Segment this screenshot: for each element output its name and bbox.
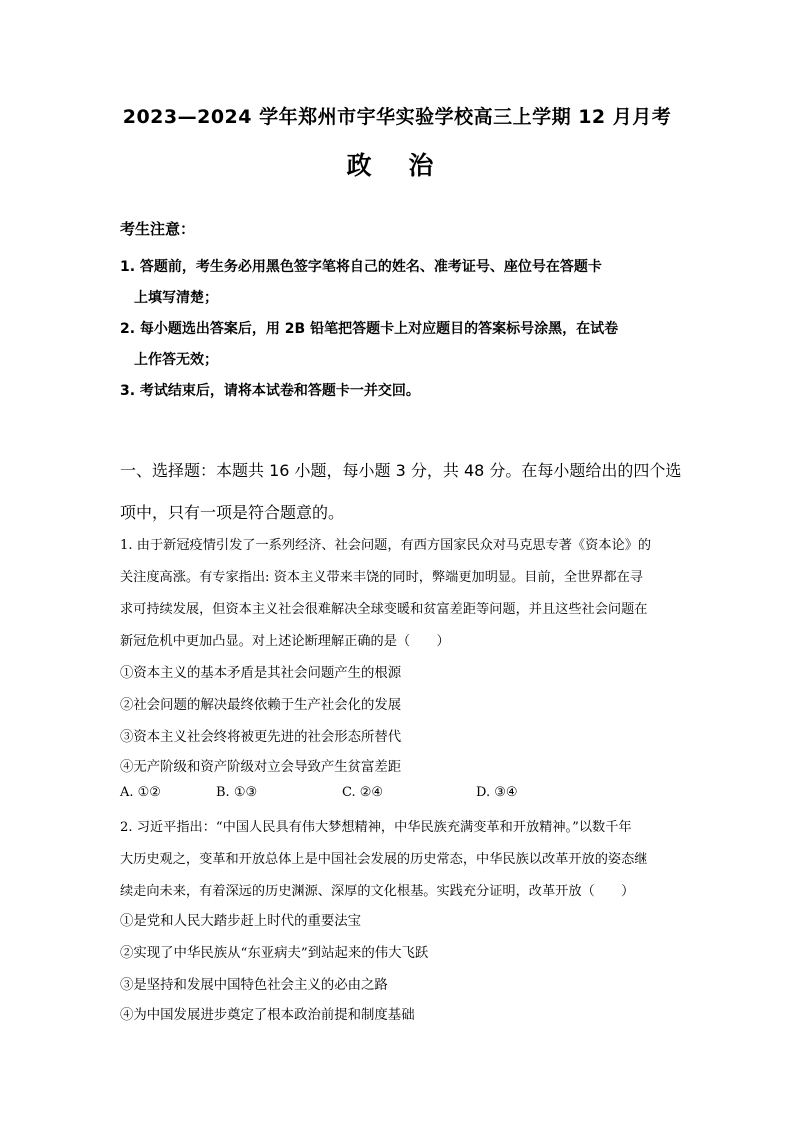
q1-statement-2: ②社会问题的解决最终依赖于生产社会化的发展 xyxy=(120,698,402,713)
choice-b[interactable]: B. ①③ xyxy=(216,785,258,800)
q2-statement-1: ①是党和人民大踏步赶上时代的重要法宝 xyxy=(120,914,362,929)
q1-statement-1: ①资本主义的基本矛盾是其社会问题产生的根源 xyxy=(120,666,402,681)
question-line: 大历史观之，变革和开放总体上是中国社会发展的历史常态，中华民族以改革开放的姿态继 xyxy=(120,852,648,867)
question-2-stem xyxy=(120,812,680,908)
q2-statement-4: ④为中国发展进步奠定了根本政治前提和制度基础 xyxy=(120,1008,415,1023)
question-line: 关注度高涨。有专家指出: 资本主义带来丰饶的同时，弊端更加明显。目前，全世界都在寻 xyxy=(120,570,643,585)
subject-title: 政 治 xyxy=(346,151,448,180)
section-heading-line: 一、选择题：本题共 16 小题，每小题 3 分，共 48 分。在每小题给出的四个选 xyxy=(120,461,682,480)
question-line: 1. 由于新冠疫情引发了一系列经济、社会问题，有西方国家民众对马克思专著《资本论》的 xyxy=(120,538,652,553)
q1-statement-4: ④无产阶级和资产阶级对立会导致产生贫富差距 xyxy=(120,760,402,775)
notice-line: 3. 考试结束后，请将本试卷和答题卡一并交回。 xyxy=(120,383,420,399)
section-heading xyxy=(120,454,680,538)
exam-title: 2023—2024 学年郑州市宇华实验学校高三上学期 12 月月考 xyxy=(122,106,672,128)
notice-line: 1. 答题前，考生务必用黑色签字笔将自己的姓名、准考证号、座位号在答题卡 xyxy=(120,259,602,275)
q2-statement-3: ③是坚持和发展中国特色社会主义的必由之路 xyxy=(120,978,388,993)
notice-line: 上填写清楚； xyxy=(134,290,218,306)
notice-list xyxy=(120,252,680,407)
q1-statement-3: ③资本主义社会终将被更先进的社会形态所替代 xyxy=(120,730,402,745)
choice-a[interactable]: A. ①② xyxy=(120,785,161,800)
question-line: 2. 习近平指出：“中国人民具有伟大梦想精神，中华民族充满变革和开放精神。”以数千年 xyxy=(120,820,632,835)
notice-heading: 考生注意： xyxy=(120,220,196,238)
q2-statement-2: ②实现了中华民族从“东亚病夫”到站起来的伟大飞跃 xyxy=(120,946,429,961)
question-line: 新冠危机中更加凸显。对上述论断理解正确的是（ ） xyxy=(120,634,450,649)
question-1-stem xyxy=(120,530,680,658)
notice-line: 2. 每小题选出答案后，用 2B 铅笔把答题卡上对应题目的答案标号涂黑，在试卷 xyxy=(120,321,619,337)
choice-c[interactable]: C. ②④ xyxy=(342,785,384,800)
question-line: 求可持续发展，但资本主义社会很难解决全球变暖和贫富差距等问题，并且这些社会问题在 xyxy=(120,602,648,617)
question-line: 续走向未来，有着深远的历史渊源、深厚的文化根基。实践充分证明，改革开放（ ） xyxy=(120,884,635,899)
section-heading-line: 项中，只有一项是符合题意的。 xyxy=(120,503,345,522)
choice-d[interactable]: D. ③④ xyxy=(476,785,518,800)
notice-line: 上作答无效； xyxy=(134,352,218,368)
